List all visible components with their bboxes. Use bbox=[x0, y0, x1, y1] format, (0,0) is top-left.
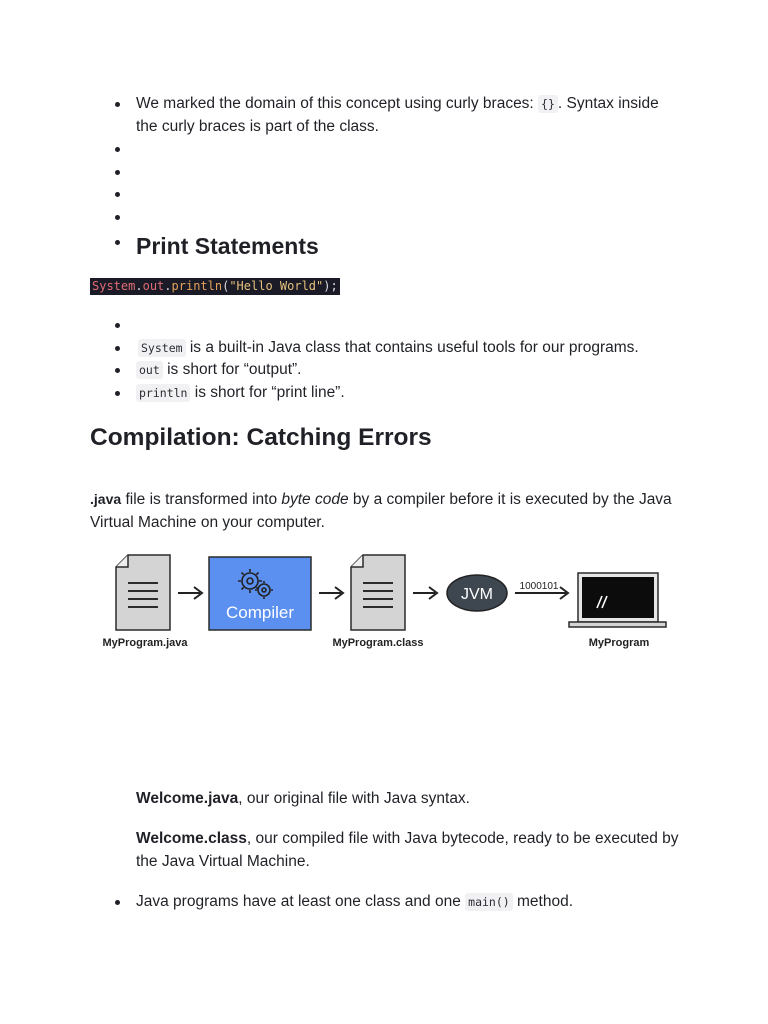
description-text: , our original file with Java syntax. bbox=[238, 790, 470, 807]
list-item-text: is short for “output”. bbox=[162, 361, 302, 378]
source-file-icon bbox=[116, 555, 170, 630]
welcome-class-filename: Welcome.class bbox=[136, 830, 247, 847]
print-explanation-list bbox=[112, 314, 692, 404]
summary-list bbox=[112, 891, 692, 914]
empty-list-item bbox=[112, 161, 682, 184]
source-file-label: MyProgram.java bbox=[102, 637, 188, 649]
code-token-paren: ); bbox=[323, 279, 338, 293]
code-token-paren: ( bbox=[222, 279, 230, 293]
inline-code: println bbox=[136, 384, 190, 402]
compilation-heading: Compilation: Catching Errors bbox=[90, 424, 432, 451]
empty-list-item bbox=[112, 183, 682, 206]
compilation-paragraph bbox=[90, 488, 690, 534]
inline-code: System bbox=[138, 339, 186, 357]
list-item bbox=[112, 93, 682, 138]
print-statements-heading: Print Statements bbox=[136, 233, 319, 259]
compiler-label: Compiler bbox=[225, 603, 295, 622]
list-item-text: method. bbox=[512, 893, 573, 910]
jvm-label: JVM bbox=[461, 586, 493, 603]
compilation-diagram bbox=[90, 545, 680, 665]
code-token-method: println bbox=[171, 279, 223, 293]
inline-code: {} bbox=[538, 95, 558, 113]
list-item-text: We marked the domain of this concept using curly braces: bbox=[136, 95, 539, 112]
empty-list-item bbox=[112, 206, 682, 229]
list-item bbox=[112, 231, 319, 265]
paragraph-text: by a compiler before it is executed by the Java Virtual Machine on your computer. bbox=[90, 491, 672, 531]
bytecode-label: 1000101 bbox=[519, 581, 559, 592]
laptop-icon bbox=[569, 573, 666, 627]
code-token-dot: . bbox=[164, 279, 172, 293]
code-token-member: out bbox=[142, 279, 165, 293]
program-label: MyProgram bbox=[588, 637, 650, 649]
list-item bbox=[112, 382, 692, 405]
inline-code: main() bbox=[465, 893, 513, 911]
welcome-class-description bbox=[136, 828, 696, 873]
byte-code-term: byte code bbox=[281, 491, 349, 508]
list-item-text: is a built-in Java class that contains useful tools for our programs. bbox=[185, 338, 639, 356]
welcome-java-filename: Welcome.java bbox=[136, 790, 239, 807]
print-heading-list bbox=[112, 231, 319, 265]
paragraph-text: file is transformed into bbox=[121, 491, 282, 508]
code-block bbox=[90, 278, 340, 295]
class-notes-list bbox=[112, 93, 682, 228]
class-file-label: MyProgram.class bbox=[332, 637, 424, 649]
code-token-string: "Hello World" bbox=[229, 279, 324, 293]
empty-list-item bbox=[112, 314, 692, 337]
java-extension: .java bbox=[90, 491, 122, 507]
code-token-dot: . bbox=[135, 279, 143, 293]
empty-list-item bbox=[112, 138, 682, 161]
list-item bbox=[112, 337, 692, 360]
list-item-text: is short for “print line”. bbox=[190, 383, 345, 401]
inline-code: out bbox=[136, 361, 163, 379]
class-file-icon bbox=[351, 555, 405, 630]
code-token-class: System bbox=[92, 279, 136, 293]
description-text: , our compiled file with Java bytecode, ready to be executed by the Java Virtual Machine. bbox=[136, 830, 679, 870]
list-item bbox=[112, 891, 692, 914]
list-item-text: Java programs have at least one class and one bbox=[136, 893, 466, 910]
welcome-java-description bbox=[136, 788, 696, 811]
list-item bbox=[112, 359, 692, 382]
list-item-text: . Syntax inside the curly braces is part of the class. bbox=[136, 95, 659, 135]
